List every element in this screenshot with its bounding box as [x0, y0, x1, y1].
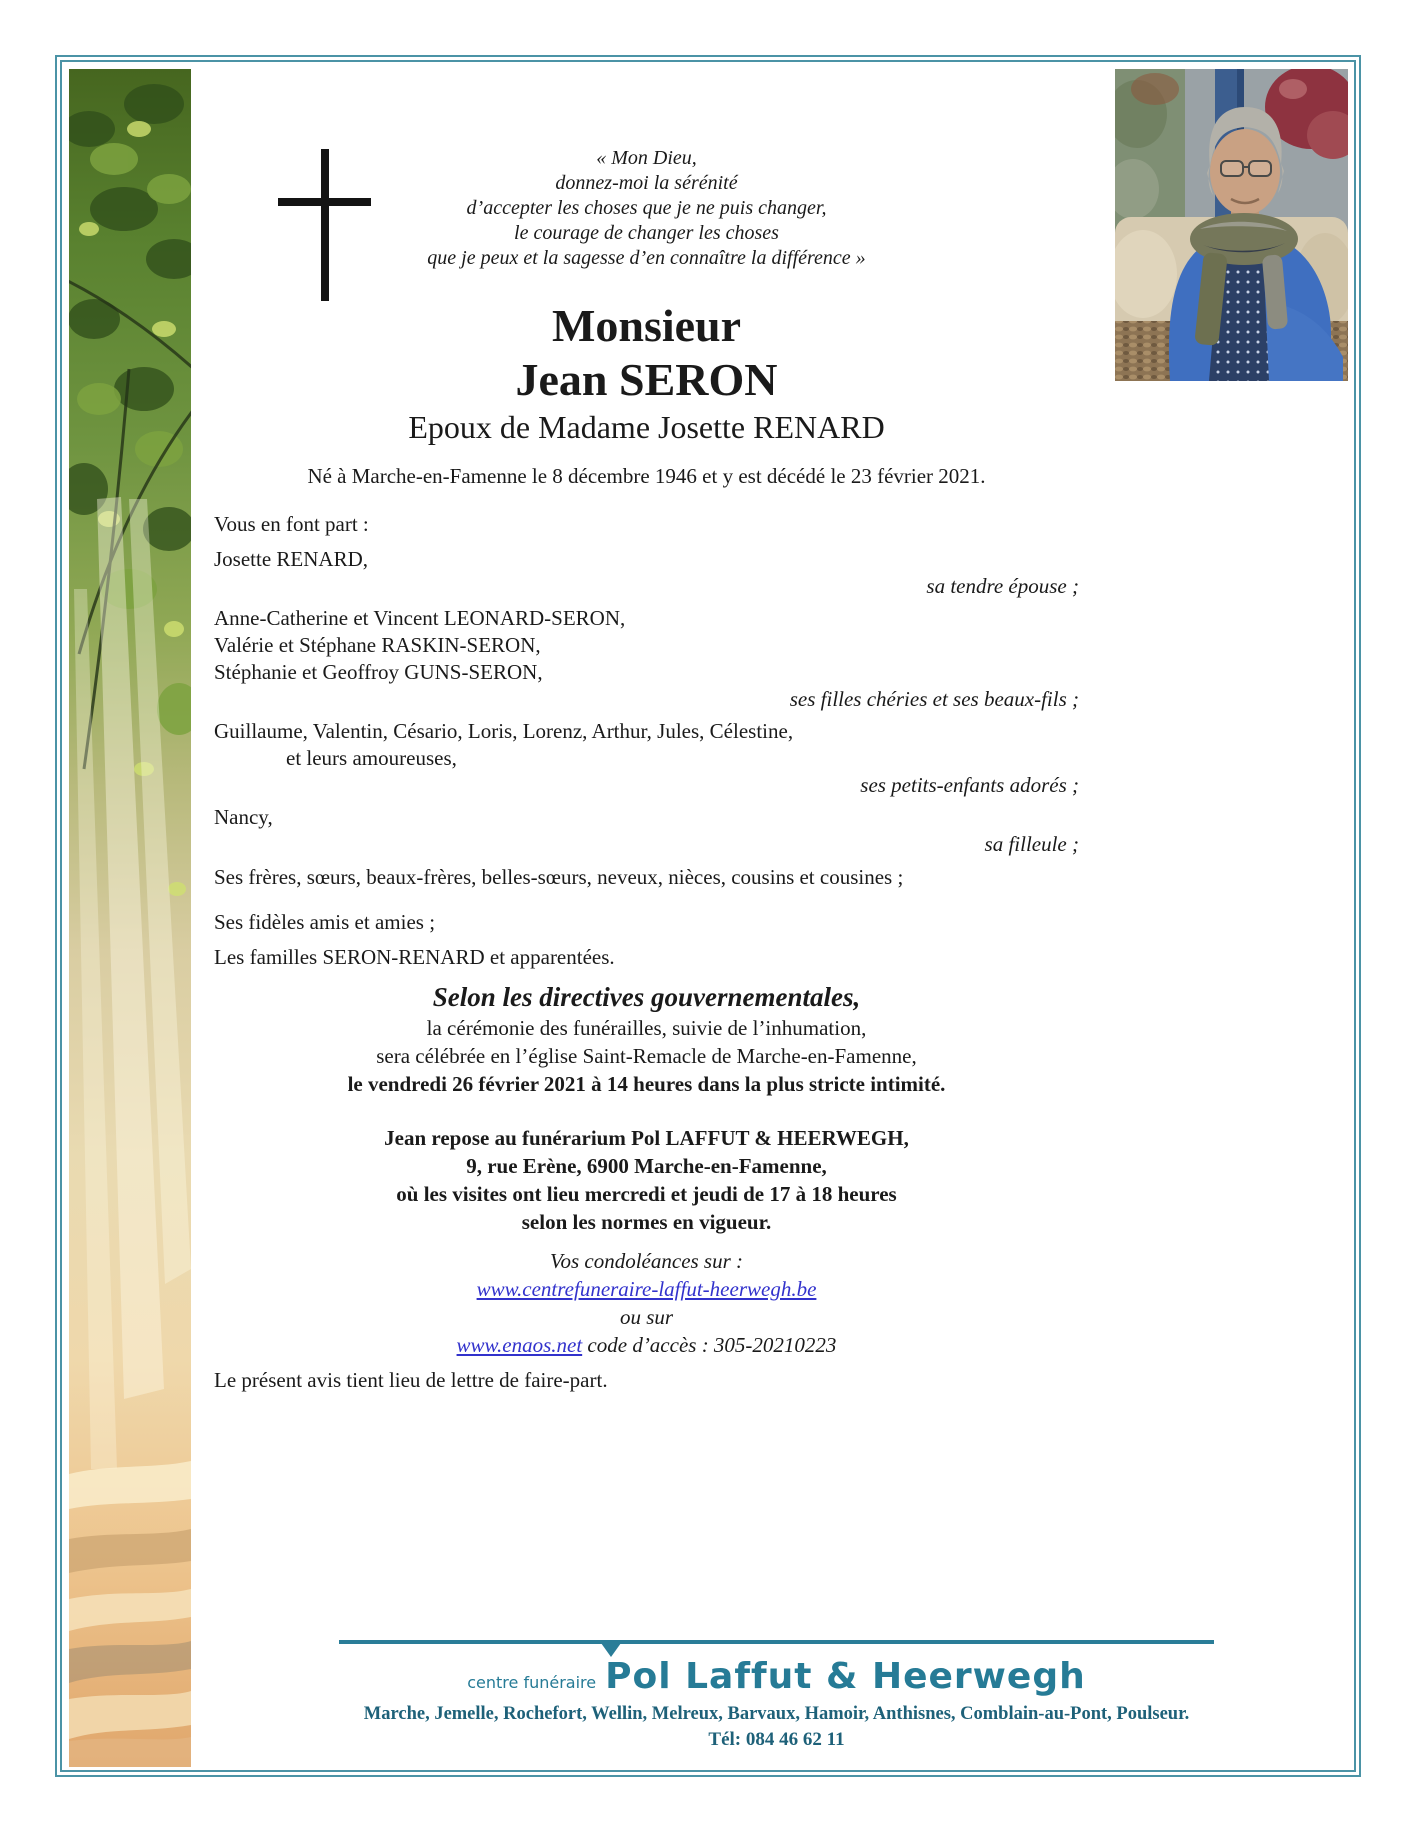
condolences-or-text: ou sur	[619, 1305, 674, 1329]
family-closing-line: Ses fidèles amis et amies ;	[214, 910, 436, 934]
funerarium-line: où les visites ont lieu mercredi et jeudi de 17 à 18 heures	[396, 1182, 897, 1206]
condolences-link-enaos[interactable]: www.enaos.net	[456, 1333, 583, 1357]
brand-prefix: centre funéraire	[467, 1673, 597, 1692]
family-group	[214, 605, 1079, 713]
quote-line: « Mon Dieu,	[596, 147, 697, 169]
ceremony-line: la cérémonie des funérailles, suivie de l’inhumation,	[426, 1016, 867, 1040]
family-member: Guillaume, Valentin, Césario, Loris, Lorenz, Arthur, Jules, Célestine,	[214, 719, 794, 743]
forest-path-photo	[69, 69, 191, 1767]
condolences-enaos-line	[214, 1331, 1079, 1359]
family-member: Stéphanie et Geoffroy GUNS-SERON,	[214, 660, 543, 684]
brand-name: Pol Laffut & Heerwegh	[605, 1656, 1086, 1697]
family-member: Anne-Catherine et Vincent LEONARD-SERON,	[214, 606, 626, 630]
quote-line: d’accepter les choses que je ne puis changer,	[466, 197, 827, 219]
closing-notice: Le présent avis tient lieu de lettre de faire-part.	[214, 1368, 608, 1392]
funerarium-line: selon les normes en vigueur.	[521, 1210, 772, 1234]
footer-divider-line	[339, 1640, 1214, 1644]
opening-quote	[214, 146, 1079, 271]
condolences-intro: Vos condoléances sur :	[549, 1249, 744, 1273]
funerarium-line: 9, rue Erène, 6900 Marche-en-Famenne,	[466, 1154, 827, 1178]
family-group	[214, 804, 1079, 858]
family-relation: sa tendre épouse ;	[926, 574, 1079, 598]
portrait-illustration	[1115, 69, 1348, 381]
condolences-block	[214, 1247, 1079, 1359]
funerarium-block	[214, 1124, 1079, 1236]
main-text-column	[214, 62, 1079, 1394]
birth-death-line: Né à Marche-en-Famenne le 8 décembre 1946 et y est décédé le 23 février 2021.	[307, 464, 986, 488]
condolences-link-funeraire[interactable]: www.centrefuneraire-laffut-heerwegh.be	[476, 1277, 817, 1301]
family-relation: sa filleule ;	[984, 832, 1079, 856]
ceremony-date-line: le vendredi 26 février 2021 à 14 heures dans la plus stricte intimité.	[347, 1072, 946, 1096]
family-member: Josette RENARD,	[214, 547, 368, 571]
triangle-icon	[601, 1643, 621, 1657]
deceased-name: Jean SERON	[515, 354, 778, 405]
access-code-text: code d’accès : 305-20210223	[582, 1333, 837, 1357]
family-closing-line: Ses frères, sœurs, beaux-frères, belles-sœurs, neveux, nièces, cousins et cousines ;	[214, 865, 904, 889]
card-frame	[55, 55, 1361, 1777]
family-closing-line: Les familles SERON-RENARD et apparentées.	[214, 945, 615, 969]
footer-cities: Marche, Jemelle, Rochefort, Wellin, Melreux, Barvaux, Hamoir, Anthisnes, Comblain-au-Pont, Poulseur.	[363, 1704, 1190, 1724]
family-member: Valérie et Stéphane RASKIN-SERON,	[214, 633, 541, 657]
family-group	[214, 546, 1079, 600]
family-relation: ses filles chéries et ses beaux-fils ;	[789, 687, 1079, 711]
family-member: Nancy,	[214, 805, 273, 829]
funeral-home-logo	[339, 1656, 1214, 1697]
funeral-home-footer	[339, 1656, 1214, 1752]
announcement-intro: Vous en font part :	[214, 512, 369, 536]
ceremony-line: sera célébrée en l’église Saint-Remacle de Marche-en-Famenne,	[376, 1044, 917, 1068]
deceased-portrait-photo	[1115, 69, 1348, 381]
deceased-title: Monsieur	[551, 300, 742, 351]
family-relation: ses petits-enfants adorés ;	[860, 773, 1079, 797]
spouse-line: Epoux de Madame Josette RENARD	[408, 409, 885, 445]
family-group	[214, 718, 1079, 799]
family-member: et leurs amoureuses,	[286, 746, 457, 770]
quote-line: le courage de changer les choses	[514, 222, 779, 244]
ceremony-heading: Selon les directives gouvernementales,	[432, 982, 861, 1012]
quote-line: donnez-moi la sérénité	[555, 172, 738, 194]
quote-line: que je peux et la sagesse d’en connaître la différence »	[427, 247, 866, 269]
funerarium-line: Jean repose au funérarium Pol LAFFUT & HEERWEGH,	[384, 1126, 909, 1150]
footer-phone: Tél: 084 46 62 11	[708, 1729, 845, 1750]
forest-path-illustration	[69, 69, 191, 1767]
